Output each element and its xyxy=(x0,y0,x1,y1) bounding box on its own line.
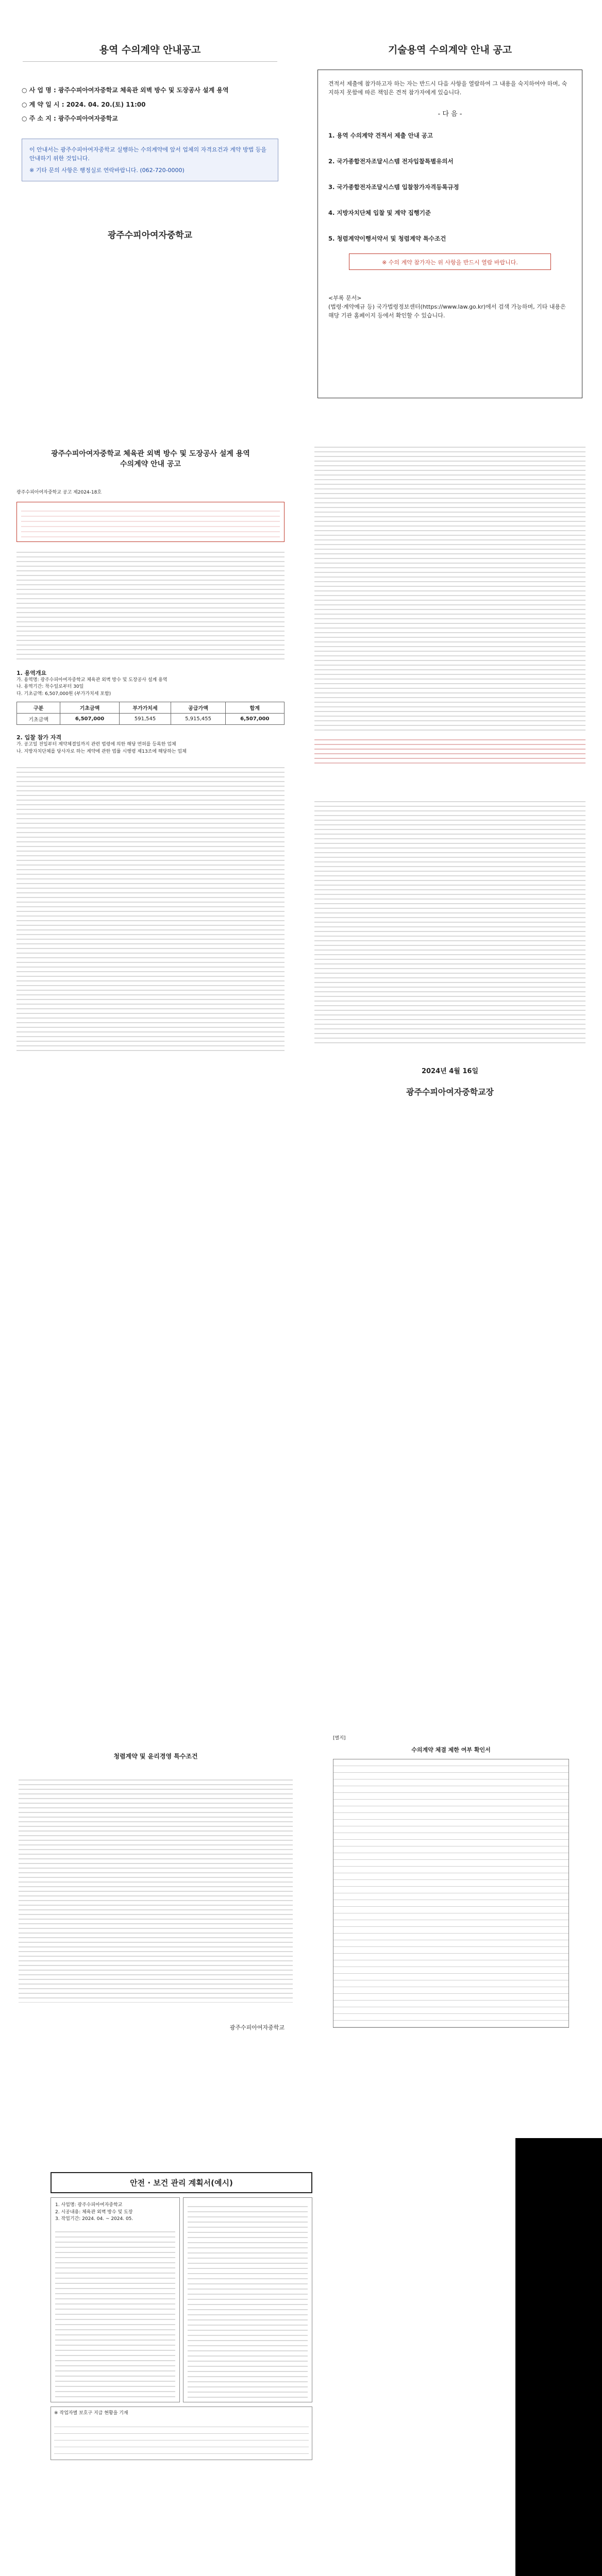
table-cell: 6,507,000 xyxy=(225,714,284,725)
notice-box-line: ※ 기타 문의 사항은 행정실로 연락바랍니다. (062-720-0000) xyxy=(29,166,185,174)
notice-right-note xyxy=(349,253,551,270)
main-doc-body xyxy=(16,548,285,662)
main-doc-number: 광주수피아여자중학교 공고 제2024-18호 xyxy=(16,490,102,495)
right-doc-body-top xyxy=(314,443,586,732)
main-doc-notice-box xyxy=(16,502,285,542)
safety-title: 안전 · 보건 관리 계획서(예시) xyxy=(51,2172,312,2193)
checklist-title: 수의계약 체결 제한 여부 확인서 xyxy=(411,1746,491,1753)
table-cell: 6,507,000 xyxy=(60,714,119,725)
pledge-signature: 광주수피아여자중학교 xyxy=(229,2024,285,2031)
main-doc-title: 광주수피아여자중학교 체육관 외벽 방수 및 도장공사 설계 용역 수의계약 안내 공고 xyxy=(51,450,250,468)
safety-left-col xyxy=(51,2197,180,2402)
notice-left-signature: 광주수피아여자중학교 xyxy=(107,230,193,241)
notice-item: ○ 사 업 명 : 광주수피아여자중학교 체육관 외벽 방수 및 도장공사 설계 용역 xyxy=(22,87,229,94)
notice-right-footer-text: (법령·계약예규 등) 국가법령정보센터(https://www.law.go.kr)에서 검색 가능하며, 기타 내용은 해당 기관 홈페이지 등에서 확인할 수 있습니다. xyxy=(328,303,566,319)
right-doc-date: 2024년 4월 16일 xyxy=(421,1067,479,1075)
checklist-doc-page xyxy=(330,1731,572,2066)
divider xyxy=(23,61,277,62)
safety-footer xyxy=(51,2406,312,2460)
notice-box-text xyxy=(21,506,280,537)
pledge-title: 청렴계약 및 윤리경영 특수조건 xyxy=(113,1753,198,1760)
pledge-body xyxy=(19,1776,293,2003)
section-heading: 1. 용역개요 xyxy=(16,669,47,676)
notice-item: ○ 계 약 일 시 : 2024. 04. 20.(토) 11:00 xyxy=(22,100,146,108)
table-header: 기초금액 xyxy=(60,702,119,714)
notice-left-items xyxy=(22,83,278,126)
notice-left-page xyxy=(11,27,289,387)
safety-item: 2. 시공내용: 체육관 외벽 방수 및 도장 xyxy=(55,2209,133,2215)
safety-right-col xyxy=(183,2197,312,2402)
notice-left-title: 용역 수의계약 안내공고 xyxy=(99,44,201,56)
notice-right-title: 기술용역 수의계약 안내 공고 xyxy=(388,44,512,56)
table-header: 합계 xyxy=(225,702,284,714)
right-doc-highlight xyxy=(314,736,586,767)
section-heading: 2. 입찰 참가 자격 xyxy=(16,734,62,741)
notice-right-frame xyxy=(317,70,582,398)
list-item: 2. 국가종합전자조달시스템 전자입찰특별유의서 xyxy=(328,158,454,165)
note-text: ※ 수의 계약 참가자는 위 사항을 반드시 열람 바랍니다. xyxy=(382,259,518,266)
right-doc-page xyxy=(309,428,591,1139)
list-item: 4. 지방자치단체 입찰 및 계약 집행기준 xyxy=(328,209,431,217)
section-body: 가. 용역명: 광주수피아여자중학교 체육관 외벽 방수 및 도장공사 설계 용역 나. 용역기간: 착수일로부터 30일 다. 기초금액: 6,507,000원 (부가가치세 포함) xyxy=(16,677,168,697)
list-item: 3. 국가종합전자조달시스템 입찰참가자격등록규정 xyxy=(328,183,459,191)
list-item: 5. 청렴계약이행서약서 및 청렴계약 특수조건 xyxy=(328,235,446,243)
table-cell: 5,915,455 xyxy=(171,714,225,725)
table-cell: 591,545 xyxy=(119,714,171,725)
right-doc-signature: 광주수피아여자중학교장 xyxy=(406,1087,494,1097)
main-doc-body-lower xyxy=(16,764,285,1052)
section-body: 가. 공고일 전일부터 계약체결일까지 관련 법령에 의한 해당 면허를 등록한 업체 나. 지방자치단체를 당사자로 하는 계약에 관한 법률 시행령 제13조에 해당하는 업체 xyxy=(16,742,187,754)
notice-right-list xyxy=(328,131,572,243)
right-doc-body-mid xyxy=(314,798,586,1045)
price-table xyxy=(16,702,285,725)
table-header: 공급가액 xyxy=(171,702,225,714)
section-1 xyxy=(16,669,285,698)
notice-right-page xyxy=(309,27,591,387)
safety-footer-table xyxy=(54,2420,309,2456)
safety-body xyxy=(51,2197,312,2402)
table-header: 부가가치세 xyxy=(119,702,171,714)
main-doc-page xyxy=(11,428,290,1139)
safety-item: 3. 작업기간: 2024. 04. ~ 2024. 05. xyxy=(55,2216,133,2222)
black-region xyxy=(515,2138,602,2576)
notice-right-intro: 견적서 제출에 참가하고자 하는 자는 반드시 다음 사항을 열람하여 그 내용을 숙지하여야 하며, 숙지하지 못함에 따른 책임은 견적 참가자에게 있습니다. xyxy=(328,80,567,96)
safety-item: 1. 사업명: 광주수피아여자중학교 xyxy=(55,2202,123,2208)
safety-right-detail xyxy=(188,2202,308,2398)
safety-doc-page xyxy=(47,2169,315,2488)
checklist-table xyxy=(333,1759,569,2028)
pledge-doc-page xyxy=(11,1731,300,2066)
table-cell: 기초금액 xyxy=(17,714,60,725)
section-2 xyxy=(16,733,285,755)
notice-box-line: 이 안내서는 광주수피아여자중학교 실행하는 수의계약에 앞서 업체의 자격요건과 계약 방법 등을 안내하기 위한 것입니다. xyxy=(29,146,267,162)
table-header: 구분 xyxy=(17,702,60,714)
notice-left-box xyxy=(22,139,278,181)
notice-right-footer-label: <부록 문서> xyxy=(328,294,362,301)
list-item: 1. 용역 수의계약 견적서 제출 안내 공고 xyxy=(328,132,433,140)
notice-right-subtitle: - 다 음 - xyxy=(438,110,462,118)
safety-left-detail xyxy=(55,2227,175,2397)
notice-item: ○ 주 소 지 : 광주수피아여자중학교 xyxy=(22,115,118,123)
safety-footer-text: ※ 작업자별 보호구 지급 현황을 기재 xyxy=(54,2411,128,2416)
checklist-label: [별지] xyxy=(333,1736,346,1741)
